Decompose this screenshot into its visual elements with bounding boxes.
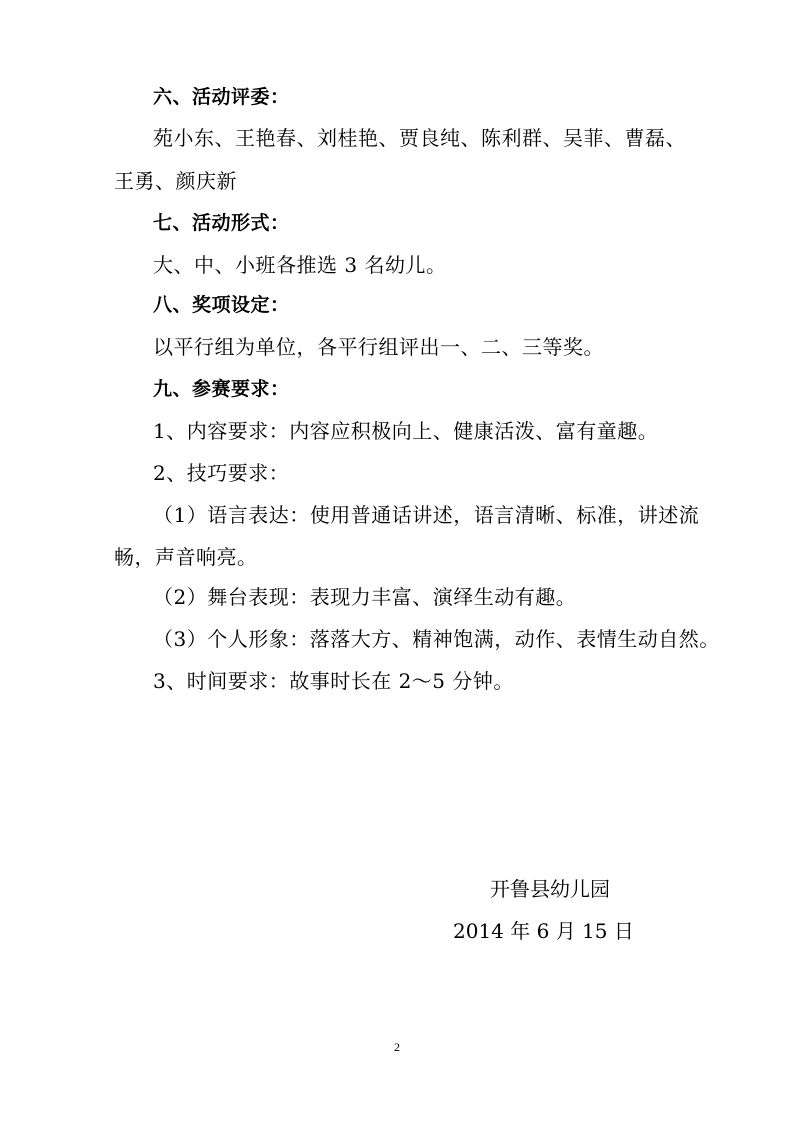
section-heading-requirements: 九、参赛要求：	[153, 378, 290, 400]
page-number: 2	[394, 1040, 400, 1054]
format-text: 大、中、小班各推选 3 名幼儿。	[153, 253, 447, 277]
requirement-sub-language-line-1: （1）语言表达：使用普通话讲述，语言清晰、标准，讲述流	[153, 503, 700, 527]
judges-list-line-1: 苑小东、王艳春、刘桂艳、贾良纯、陈利群、吴菲、曹磊、	[153, 126, 686, 150]
section-heading-format: 七、活动形式：	[153, 212, 290, 234]
requirement-item-content: 1、内容要求：内容应积极向上、健康活泼、富有童趣。	[153, 419, 659, 443]
section-heading-judges: 六、活动评委：	[153, 86, 290, 108]
requirement-sub-appearance: （3）个人形象：落落大方、精神饱满，动作、表情生动自然。	[153, 627, 720, 651]
requirement-sub-stage: （2）舞台表现：表现力丰富、演绎生动有趣。	[153, 585, 577, 609]
awards-text: 以平行组为单位，各平行组评出一、二、三等奖。	[153, 335, 604, 359]
requirement-item-time: 3、时间要求：故事时长在 2～5 分钟。	[153, 669, 514, 693]
signature-date: 2014 年 6 月 15 日	[453, 919, 634, 943]
section-heading-awards: 八、奖项设定：	[153, 294, 290, 316]
signature-organization: 开鲁县幼儿园	[490, 877, 610, 901]
judges-list-line-2: 王勇、颜庆新	[114, 169, 237, 193]
requirement-item-skills: 2、技巧要求：	[153, 461, 290, 485]
requirement-sub-language-line-2: 畅，声音响亮。	[114, 545, 258, 569]
